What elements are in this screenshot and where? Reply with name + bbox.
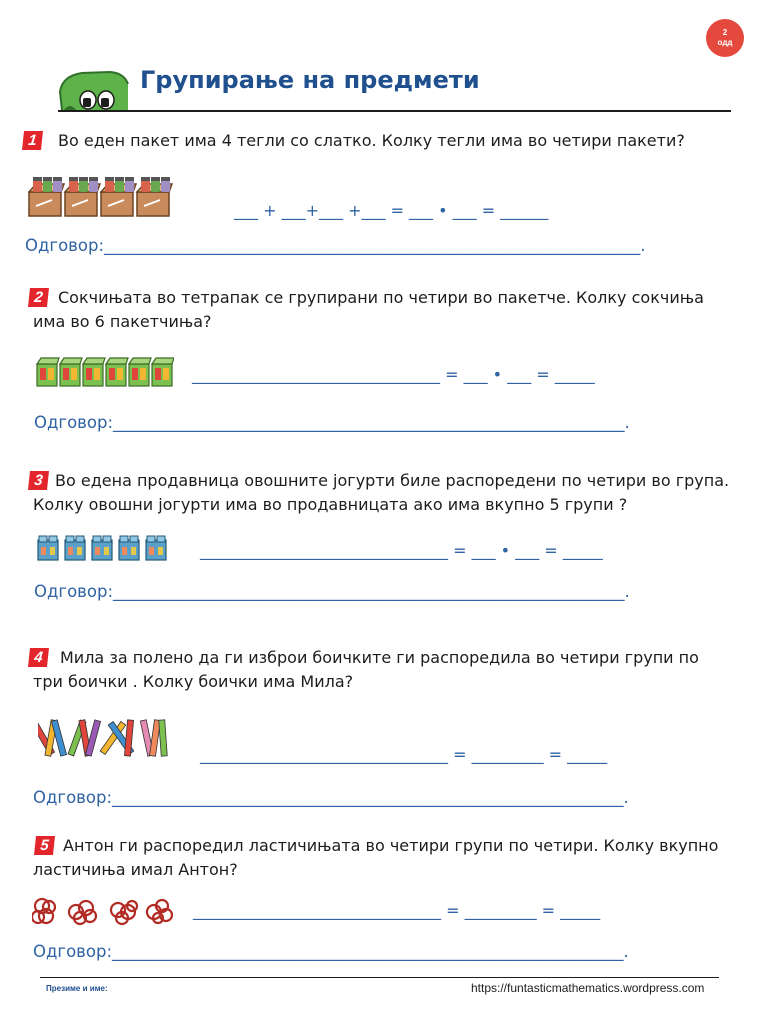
problem-3-text-line-2: Колку овошни јогурти има во продавницата ако има вкупно 5 групи ? [33, 495, 628, 514]
grade-number: 2 [722, 28, 728, 37]
yogurt-groups-icon [37, 534, 167, 562]
footer-divider [40, 977, 719, 978]
title-divider [58, 110, 731, 112]
problem-number-badge: 5 [34, 836, 55, 855]
crayon-groups-icon [38, 714, 178, 760]
problem-number-badge: 3 [28, 471, 49, 490]
problem-4-text-line-1: Мила за полено да ги изброи боичките ги распоредила во четири групи по [60, 648, 699, 667]
name-field-label: Презиме и име: [46, 984, 108, 993]
problem-5-equation[interactable]: _______________________________ = _________ = _____ [193, 901, 601, 920]
problem-4-text-line-2: три боички . Колку боички има Мила? [33, 672, 354, 691]
problem-4-answer-line[interactable]: Одговор:______________________________________________________________. [33, 788, 629, 807]
problem-5-text-line-1: Антон ги распоредил ластичињата во четири групи по четири. Колку вкупно [63, 836, 719, 855]
problem-1-equation[interactable]: ___ + ___+___ +___ = ___ • ___ = ______ [234, 201, 549, 220]
grade-label: одд [717, 38, 733, 47]
problem-number-badge: 2 [28, 288, 49, 307]
jam-jars-icon [28, 176, 174, 218]
problem-2-equation[interactable]: _______________________________ = ___ • ___ = _____ [192, 365, 595, 384]
problem-5-text-line-2: ластичиња имал Антон? [33, 860, 238, 879]
problem-4-equation[interactable]: _______________________________ = _________ = _____ [200, 745, 608, 764]
problem-number-badge: 4 [28, 648, 49, 667]
problem-3-equation[interactable]: _______________________________ = ___ • ___ = _____ [200, 541, 603, 560]
problem-number-badge: 1 [22, 131, 43, 150]
problem-5-answer-line[interactable]: Одговор:______________________________________________________________. [33, 942, 629, 961]
rubber-bands-icon [32, 896, 180, 928]
mascot-icon [58, 70, 130, 112]
problem-1-answer-line[interactable]: Одговор:_________________________________________________________________. [25, 236, 646, 255]
grade-badge [706, 19, 744, 57]
problem-2-text-line-1: Сокчињата во тетрапак се групирани по четири во пакетче. Колку сокчиња [58, 288, 704, 307]
problem-3-answer-line[interactable]: Одговор:______________________________________________________________. [34, 582, 630, 601]
problem-2-answer-line[interactable]: Одговор:______________________________________________________________. [34, 413, 630, 432]
problem-3-text-line-1: Во едена продавница овошните јогурти биле распоредени по четири во група. [55, 471, 730, 490]
problem-1-text-line-1: Во еден пакет има 4 тегли со слатко. Колку тегли има во четири пакети? [58, 131, 685, 150]
problem-2-text-line-2: има во 6 пакетчиња? [33, 312, 212, 331]
page-title: Групирање на предмети [140, 66, 480, 94]
juice-box-packs-icon [36, 356, 174, 388]
website-link[interactable]: https://funtasticmathematics.wordpress.com [471, 981, 705, 995]
